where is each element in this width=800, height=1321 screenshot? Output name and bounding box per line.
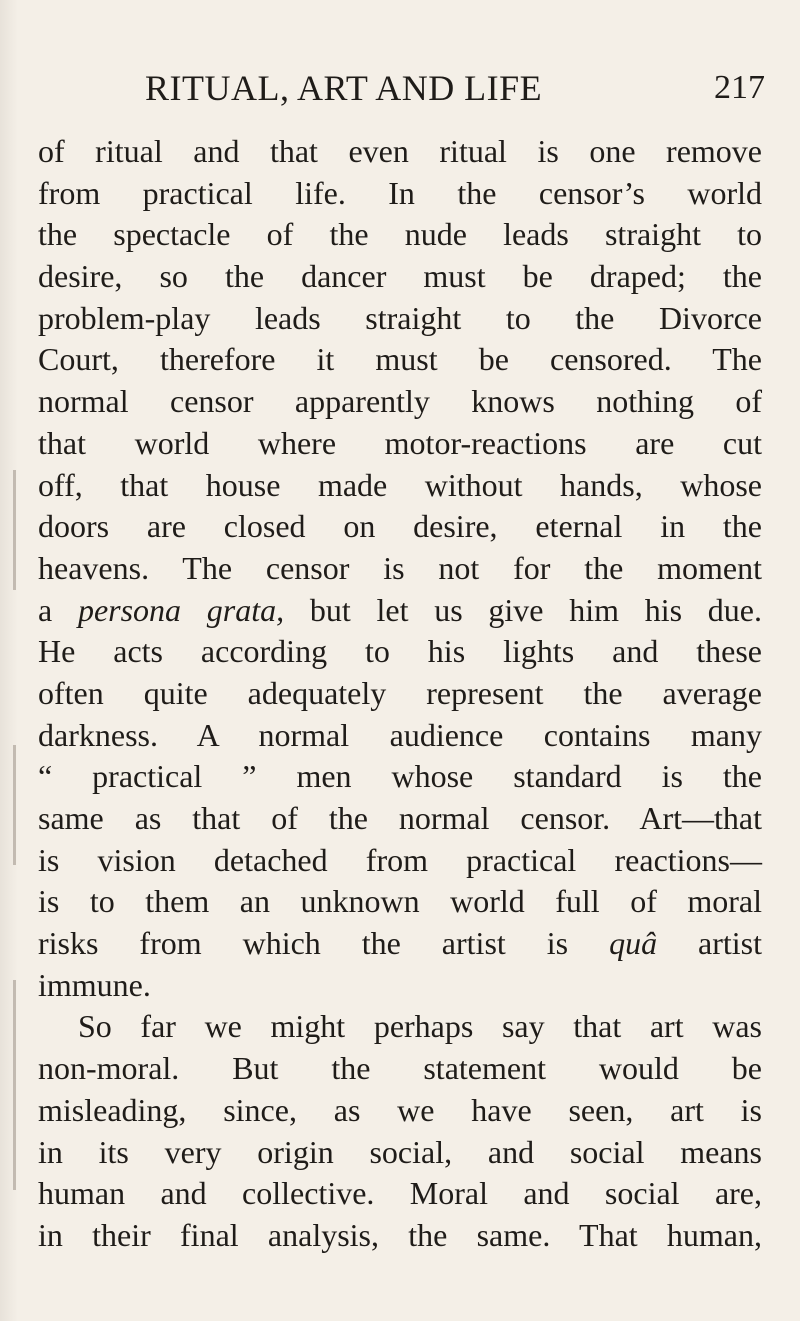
text-line: “ practical ” men whose standard is the [38, 758, 762, 795]
text-run: a [38, 591, 78, 628]
text-run: but let us give him his due. [284, 591, 763, 628]
page-number: 217 [714, 69, 765, 106]
text-line: human and collective. Moral and social are, [38, 1175, 762, 1212]
text-run: risks from which the artist is [38, 925, 610, 962]
text-line: the spectacle of the nude leads straight to [38, 216, 762, 253]
text-run: artist [657, 925, 763, 962]
binding-mark [13, 470, 16, 590]
text-line: normal censor apparently knows nothing of [38, 383, 762, 420]
page-header [0, 64, 800, 112]
text-line: in its very origin social, and social means [38, 1133, 762, 1170]
binding-mark [13, 745, 16, 865]
text-line: is vision detached from practical reactions— [38, 841, 762, 878]
binding-mark [13, 980, 16, 1190]
text-line: same as that of the normal censor. Art—that [38, 800, 762, 836]
text-line: often quite adequately represent the average [38, 674, 762, 711]
text-line: doors are closed on desire, eternal in the [38, 508, 762, 545]
text-line: immune. [38, 966, 151, 1003]
text-line: Court, therefore it must be censored. The [38, 341, 762, 378]
text-line: from practical life. In the censor’s world [38, 174, 762, 211]
text-line: off, that house made without hands, whose [38, 466, 762, 503]
italic-phrase: quâ [609, 925, 658, 962]
text-line [38, 923, 762, 965]
text-line: darkness. A normal audience contains many [38, 716, 762, 753]
body-text [38, 131, 762, 1257]
text-line: He acts according to his lights and these [38, 633, 762, 670]
text-line: misleading, since, as we have seen, art is [38, 1091, 762, 1128]
text-line: of ritual and that even ritual is one remove [38, 133, 762, 169]
text-line: non-moral. But the statement would be [38, 1050, 762, 1087]
text-line: heavens. The censor is not for the moment [38, 549, 762, 586]
paragraph-first-line: So far we might perhaps say that art was [78, 1008, 762, 1045]
text-line: that world where motor-reactions are cut [38, 424, 762, 461]
italic-phrase: persona grata, [77, 591, 285, 628]
text-line [38, 590, 762, 632]
text-line: in their final analysis, the same. That human, [38, 1216, 762, 1253]
text-line: is to them an unknown world full of moral [38, 883, 762, 920]
running-head: RITUAL, ART AND LIFE [145, 68, 543, 108]
text-line: desire, so the dancer must be draped; the [38, 258, 762, 295]
text-line: problem-play leads straight to the Divorce [38, 299, 762, 336]
